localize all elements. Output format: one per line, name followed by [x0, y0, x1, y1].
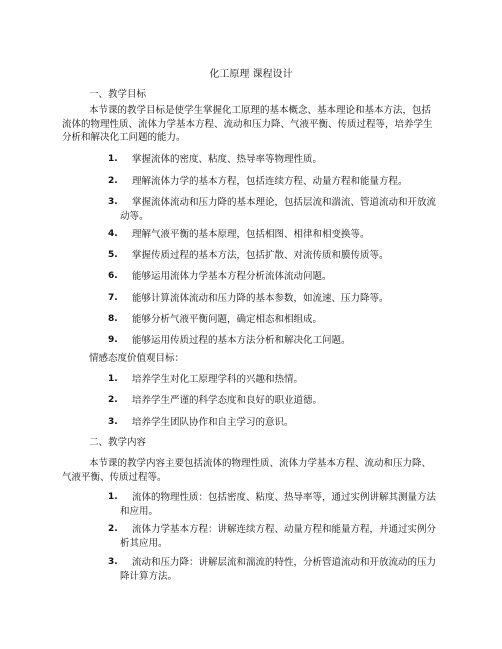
objective-item	[108, 313, 438, 327]
item-number: 2.	[108, 176, 118, 186]
item-text: 流体的物理性质：包括密度、粘度、热导率等，通过实例讲解其测量方法和应用。	[120, 492, 437, 517]
objective-item	[108, 334, 438, 348]
item-number: 7.	[108, 293, 118, 303]
content-item	[108, 491, 440, 518]
item-text: 能够分析气液平衡问题，确定相态和相组成。	[132, 314, 323, 325]
item-number: 6.	[108, 271, 118, 281]
item-number: 3.	[108, 197, 118, 207]
item-number: 1.	[108, 492, 118, 502]
attitude-item	[108, 416, 438, 430]
item-text: 培养学生严谨的科学态度和良好的职业道德。	[132, 395, 323, 406]
item-number: 5.	[108, 250, 118, 260]
item-number: 3.	[108, 417, 118, 427]
section-heading-content: 二、教学内容	[89, 437, 147, 448]
objective-item	[108, 292, 438, 306]
objective-item	[108, 175, 438, 189]
item-number: 3.	[108, 557, 118, 567]
objectives-intro-paragraph: 本节课的教学目标是使学生掌握化工原理的基本概念、基本理论和基本方法，包括流体的物理性质、流体力学基本方程、流动和压力降、气液平衡、传质过程等，培养学生分析和解决化工问题的能力。	[62, 105, 433, 143]
content-item	[108, 523, 440, 550]
objective-item	[108, 249, 438, 263]
item-text: 掌握流体流动和压力降的基本理论，包括层流和湍流、管道流动和开放流动等。	[120, 197, 437, 222]
item-text: 流动和压力降：讲解层流和湍流的特性，分析管道流动和开放流动的压力降计算方法。	[120, 557, 437, 582]
objective-item	[108, 196, 440, 223]
item-text: 理解流体力学的基本方程，包括连续方程、动量方程和能量方程。	[132, 176, 408, 187]
section-heading-objectives: 一、教学目标	[89, 89, 147, 100]
item-text: 理解气液平衡的基本原理，包括相图、相律和相变换等。	[132, 229, 370, 240]
item-text: 培养学生对化工原理学科的兴趣和热情。	[132, 374, 304, 385]
attitude-item	[108, 394, 438, 408]
item-text: 掌握流体的密度、粘度、热导率等物理性质。	[132, 154, 323, 165]
objective-item	[108, 153, 438, 167]
item-text: 能够运用流体力学基本方程分析流体流动问题。	[132, 271, 332, 282]
item-text: 流体力学基本方程：讲解连续方程、动量方程和能量方程，并通过实例分析其应用。	[120, 524, 437, 549]
item-text: 能够计算流体流动和压力降的基本参数，如流速、压力降等。	[132, 293, 389, 304]
item-number: 1.	[108, 374, 118, 384]
item-number: 8.	[108, 314, 118, 324]
item-number: 4.	[108, 229, 118, 239]
attitude-item	[108, 373, 438, 387]
item-number: 2.	[108, 524, 118, 534]
content-item	[108, 556, 440, 583]
item-number: 2.	[108, 395, 118, 405]
objective-item	[108, 228, 438, 242]
item-number: 1.	[108, 154, 118, 164]
objective-item	[108, 270, 438, 284]
item-text: 掌握传质过程的基本方法，包括扩散、对流传质和膜传质等。	[132, 250, 389, 261]
document-title: 化工原理 课程设计	[209, 69, 293, 80]
content-intro-paragraph: 本节课的教学内容主要包括流体的物理性质、流体力学基本方程、流动和压力降、气液平衡、传质过程等。	[62, 458, 432, 483]
item-number: 9.	[108, 335, 118, 345]
item-text: 培养学生团队协作和自主学习的意识。	[132, 417, 294, 428]
item-text: 能够运用传质过程的基本方法分析和解决化工问题。	[132, 335, 351, 346]
attitude-heading: 情感态度价值观目标：	[89, 353, 185, 364]
